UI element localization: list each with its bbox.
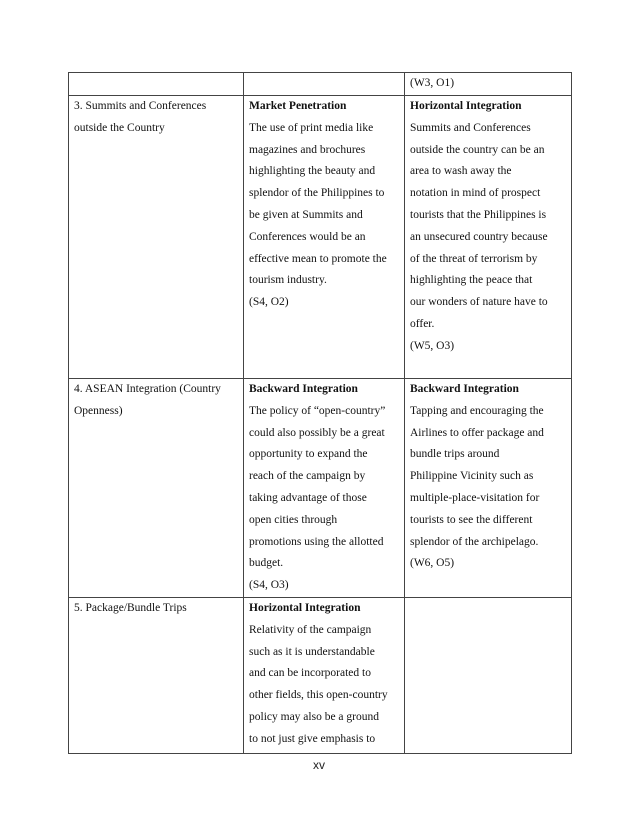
cell-line: (S4, O3) [249,579,289,592]
cell-line: (W6, O5) [410,557,455,570]
cell-line: taking advantage of those [249,491,367,504]
cell-line: offer. [410,317,435,330]
strategy-heading: Horizontal Integration [249,601,361,614]
row-label-line: 3. Summits and Conferences [74,100,207,112]
cell-line: promotions using the allotted [249,535,384,548]
cell-line: (W5, O3) [410,339,455,352]
table-cell [69,597,244,753]
cell-line: area to wash away the [410,165,512,178]
cell-line: effective mean to promote the [249,252,387,265]
cell-line: (W3, O1) [410,77,455,89]
cell-line: open cities through [249,513,338,526]
cell-line: budget. [249,557,284,570]
cell-line: reach of the campaign by [249,470,366,483]
table-row [69,379,572,598]
cell-line: to not just give emphasis to [249,732,376,745]
cell-line: Tapping and encouraging the [410,404,544,417]
row-label-line: Openness) [74,404,123,417]
strategy-heading: Horizontal Integration [410,100,522,112]
table-row [69,597,572,753]
table-cell [244,597,405,753]
cell-line: tourists that the Philippines is [410,208,547,221]
table-cell [405,96,572,379]
cell-line: other fields, this open-country [249,689,388,702]
cell-line: Philippine Vicinity such as [410,470,534,483]
cell-line: highlighting the peace that [410,274,533,287]
cell-line: an unsecured country because [410,230,548,243]
cell-line: tourism industry. [249,274,327,287]
strategy-heading: Backward Integration [249,383,358,395]
cell-line: bundle trips around [410,448,500,461]
cell-line: The use of print media like [249,121,374,134]
cell-line: The policy of “open-country” [249,404,386,417]
cell-line: splendor of the archipelago. [410,535,539,548]
table-cell [405,379,572,598]
cell-line: Summits and Conferences [410,121,531,134]
table-row [69,73,572,96]
cell-line: multiple-place-visitation for [410,491,540,504]
cell-line: outside the country can be an [410,143,545,156]
page-number: xv [313,758,325,772]
table-cell [244,379,405,598]
cell-line: opportunity to expand the [249,448,368,461]
cell-line: and can be incorporated to [249,667,371,680]
table-cell [405,597,572,753]
row-label-line: 4. ASEAN Integration (Country [74,383,221,395]
cell-line: splendor of the Philippines to [249,187,385,200]
table-cell [69,96,244,379]
cell-line: be given at Summits and [249,208,363,221]
cell-line: Airlines to offer package and [410,426,544,439]
cell-line: tourists to see the different [410,513,533,526]
cell-line: of the threat of terrorism by [410,252,538,265]
cell-line: magazines and brochures [249,143,366,156]
cell-line: Conferences would be an [249,230,366,243]
row-label-line: 5. Package/Bundle Trips [74,601,187,614]
row-label-line: outside the Country [74,121,165,134]
cell-line: could also possibly be a great [249,426,385,439]
cell-line: such as it is understandable [249,645,375,658]
table-cell [244,96,405,379]
table-cell [69,73,244,96]
cell-line: Relativity of the campaign [249,623,372,636]
table-row [69,96,572,379]
table-cell [405,73,572,96]
cell-line: our wonders of nature have to [410,296,548,309]
cell-line: highlighting the beauty and [249,165,376,178]
strategy-heading: Backward Integration [410,383,519,395]
cell-line: notation in mind of prospect [410,187,541,200]
cell-line: (S4, O2) [249,296,289,309]
table-cell [69,379,244,598]
table-cell [244,73,405,96]
cell-line: policy may also be a ground [249,710,379,723]
strategy-table [68,72,572,754]
strategy-heading: Market Penetration [249,100,347,112]
